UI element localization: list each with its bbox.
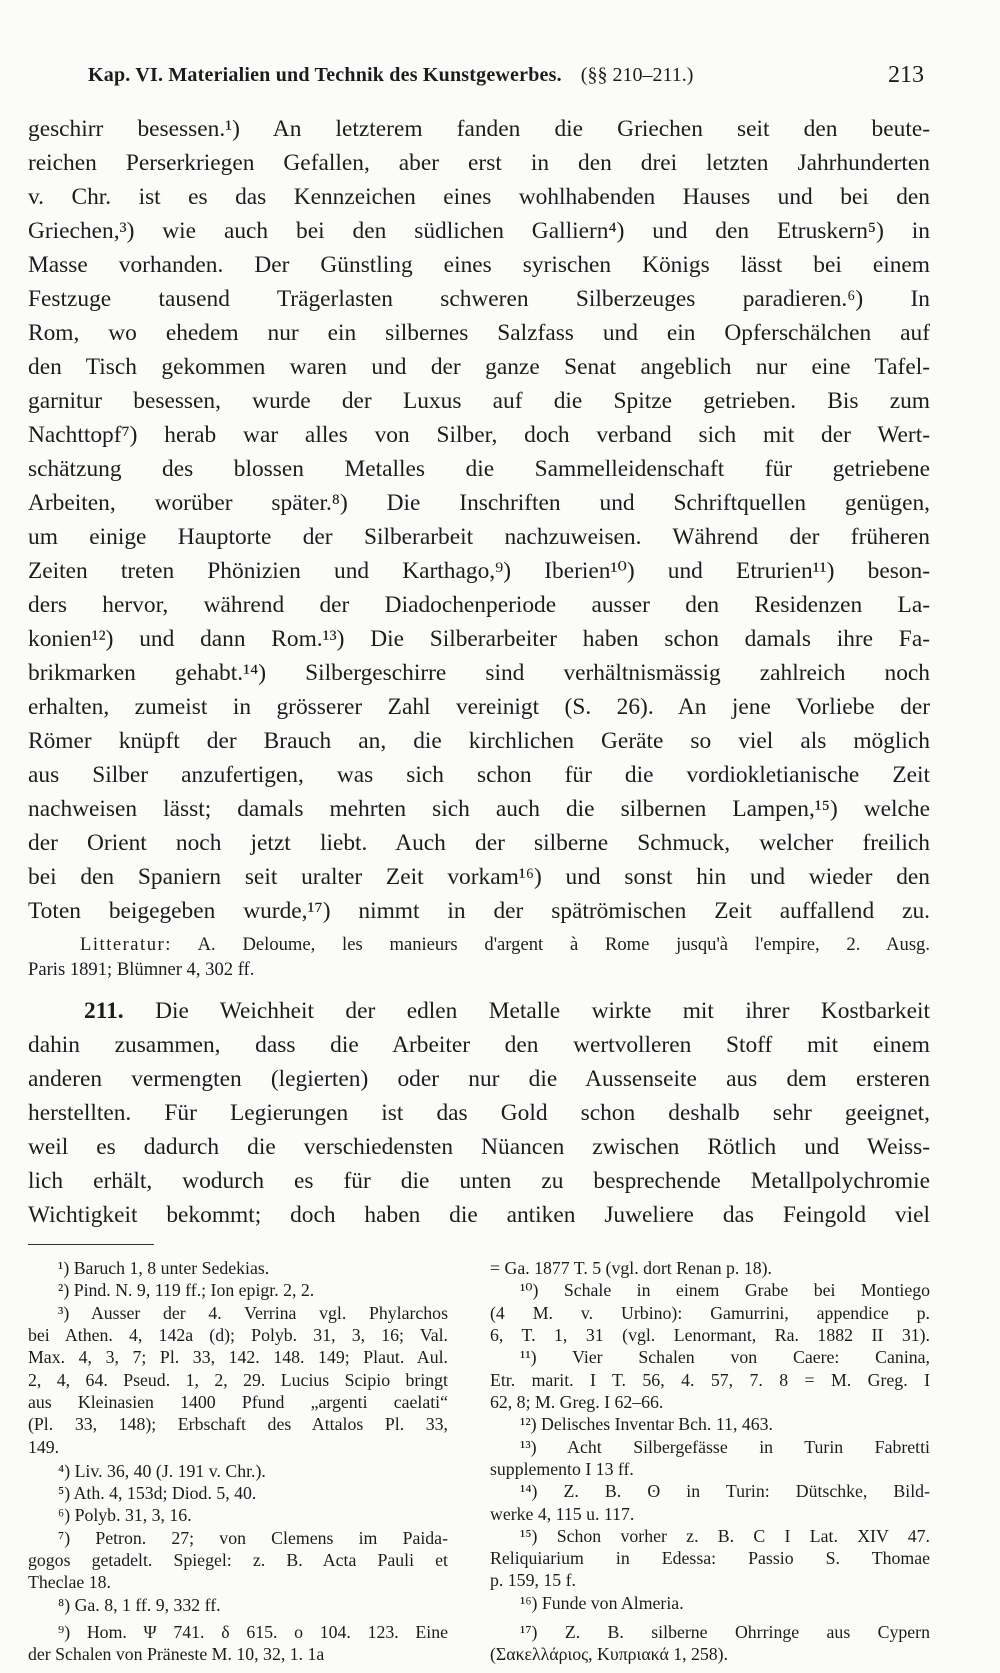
text-line: Rom, wo ehedem nur ein silbernes Salzfass und ein Opferschälchen auf	[28, 320, 930, 346]
footnote: ²) Pind. N. 9, 119 ff.; Ion epigr. 2, 2.	[58, 1280, 315, 1301]
footnote: ⁷) Petron. 27; von Clemens im Paida-	[58, 1527, 448, 1548]
footnote-line: 6, T. 1, 31 (vgl. Lenormant, Ra. 1882 II 31).	[490, 1324, 930, 1345]
footnote: ⁵) Ath. 4, 153d; Diod. 5, 40.	[58, 1483, 257, 1504]
footnote: ³) Ausser der 4. Verrina vgl. Phylarchos	[58, 1302, 448, 1323]
text-line: Griechen,³) wie auch bei den südlichen Galliern⁴) und den Etruskern⁵) in	[28, 218, 930, 244]
footnote-line: (Σακελλάριος, Κυπριακά 1, 258).	[490, 1644, 729, 1664]
footnote-line: 149.	[28, 1436, 60, 1457]
text-line: Nachttopf⁷) herab war alles von Silber, doch verband sich mit der Wert-	[28, 422, 930, 448]
text-line: Arbeiten, worüber später.⁸) Die Inschriften und Schriftquellen genügen,	[28, 490, 930, 516]
footnote-line: 62, 8; M. Greg. I 62–66.	[490, 1391, 664, 1412]
footnote: ¹⁰) Schale in einem Grabe bei Montiego	[520, 1280, 930, 1301]
text-line: Die Weichheit der edlen Metalle wirkte mit ihrer Kostbarkeit	[155, 998, 930, 1024]
literature-label: Litteratur:	[80, 934, 172, 955]
footnote-line: aus Kleinasien 1400 Pfund „argenti caelati“	[28, 1391, 448, 1412]
footnote: ¹²) Delisches Inventar Bch. 11, 463.	[520, 1414, 773, 1435]
footnote-line: supplemento I 13 ff.	[490, 1458, 634, 1479]
footnote: ¹⁷) Z. B. silberne Ohrringe aus Cypern	[520, 1622, 930, 1642]
footnote: ⁹) Hom. Ψ 741. δ 615. ο 104. 123. Eine	[58, 1622, 448, 1642]
text-line: lich erhält, wodurch es für die unten zu besprechende Metallpolychromie	[28, 1168, 930, 1194]
text-line: Römer knüpft der Brauch an, die kirchlichen Geräte so viel als möglich	[28, 728, 930, 754]
footnote-line: = Ga. 1877 T. 5 (vgl. dort Renan p. 18).	[490, 1258, 772, 1278]
footnote-line: bei Athen. 4, 142a (d); Polyb. 31, 3, 16; Val.	[28, 1324, 448, 1345]
footnote-line: gogos getadelt. Spiegel: z. B. Acta Pauli et	[28, 1550, 448, 1571]
page-number: 213	[888, 62, 924, 88]
running-head	[88, 58, 928, 92]
footnote: ⁸) Ga. 8, 1 ff. 9, 332 ff.	[58, 1594, 221, 1615]
footnote-line: (4 M. v. Urbino): Gamurrini, appendice p.	[490, 1302, 930, 1323]
footnote-line: der Schalen von Präneste M. 10, 32, 1. 1a	[28, 1644, 325, 1664]
footnote: ¹⁵) Schon vorher z. B. C I Lat. XIV 47.	[520, 1525, 930, 1546]
footnote-line: Etr. marit. I T. 56, 4. 57, 7. 8 = M. Greg. I	[490, 1369, 930, 1390]
footnote: ¹¹) Vier Schalen von Caere: Canina,	[520, 1347, 930, 1368]
footnote: ⁶) Polyb. 31, 3, 16.	[58, 1505, 192, 1526]
footnote-line: p. 159, 15 f.	[490, 1570, 576, 1591]
text-line: nachweisen lässt; damals mehrten sich auch die silbernen Lampen,¹⁵) welche	[28, 796, 930, 822]
footnote-rule	[28, 1244, 154, 1245]
text-line: Wichtigkeit bekommt; doch haben die antiken Juweliere das Feingold viel	[28, 1202, 930, 1228]
text-line: reichen Perserkriegen Gefallen, aber erst in den drei letzten Jahrhunderten	[28, 150, 930, 176]
text-line: dahin zusammen, dass die Arbeiter den wertvolleren Stoff mit einem	[28, 1032, 930, 1058]
literature-line: Paris 1891; Blümner 4, 302 ff.	[28, 959, 255, 980]
literature-line: A. Deloume, les manieurs d'argent à Rome jusqu'à l'empire, 2. Ausg.	[197, 934, 930, 955]
text-line: konien¹²) und dann Rom.¹³) Die Silberarbeiter haben schon damals ihre Fa-	[28, 626, 930, 652]
text-line: v. Chr. ist es das Kennzeichen eines wohlhabenden Hauses und bei den	[28, 184, 930, 210]
section-range: (§§ 210–211.)	[580, 64, 694, 86]
footnote: ¹⁶) Funde von Almeria.	[520, 1592, 684, 1613]
text-line: anderen vermengten (legierten) oder nur die Aussenseite aus dem ersteren	[28, 1066, 930, 1092]
footnote-line: (Pl. 33, 148); Erbschaft des Attalos Pl. 33,	[28, 1414, 448, 1435]
text-line: ders hervor, während der Diadochenperiode ausser den Residenzen La-	[28, 592, 930, 618]
footnote-line: Max. 4, 3, 7; Pl. 33, 142. 148. 149; Plaut. Aul.	[28, 1347, 448, 1368]
text-line: Zeiten treten Phönizien und Karthago,⁹) Iberien¹⁰) und Etrurien¹¹) beson-	[28, 558, 930, 584]
text-line: erhalten, zumeist in grösserer Zahl vereinigt (S. 26). An jene Vorliebe der	[28, 694, 930, 720]
text-line: Masse vorhanden. Der Günstling eines syrischen Königs lässt bei einem	[28, 252, 930, 278]
footnote-line: Theclae 18.	[28, 1572, 111, 1593]
text-line: schätzung des blossen Metalles die Sammelleidenschaft für getriebene	[28, 456, 930, 482]
text-line: den Tisch gekommen waren und der ganze Senat angeblich nur eine Tafel-	[28, 354, 930, 380]
text-line: um einige Hauptorte der Silberarbeit nachzuweisen. Während der früheren	[28, 524, 930, 550]
text-line: aus Silber anzufertigen, was sich schon für die vordiokletianische Zeit	[28, 762, 930, 788]
chapter-title: Kap. VI. Materialien und Technik des Kunstgewerbes.	[88, 64, 562, 86]
footnote: ⁴) Liv. 36, 40 (J. 191 v. Chr.).	[58, 1460, 266, 1481]
footnote: ¹) Baruch 1, 8 unter Sedekias.	[58, 1258, 270, 1278]
footnote: ¹³) Acht Silbergefässe in Turin Fabretti	[520, 1436, 930, 1457]
footnote-line: 2, 4, 64. Pseud. 1, 2, 29. Lucius Scipio bringt	[28, 1369, 448, 1390]
footnote: ¹⁴) Z. B. ʘ in Turin: Dütschke, Bild-	[520, 1481, 930, 1502]
text-line: weil es dadurch die verschiedensten Nüancen zwischen Rötlich und Weiss-	[28, 1134, 930, 1160]
footnote-line: Reliquiarium in Edessa: Passio S. Thomae	[490, 1548, 930, 1569]
text-line: Festzuge tausend Trägerlasten schweren Silberzeuges paradieren.⁶) In	[28, 286, 930, 312]
text-line: Toten beigegeben wurde,¹⁷) nimmt in der spätrömischen Zeit auffallend zu.	[28, 898, 930, 924]
section-number: 211.	[84, 998, 124, 1024]
text-line: geschirr besessen.¹) An letzterem fanden die Griechen seit den beute-	[28, 116, 930, 142]
text-line: der Orient noch jetzt liebt. Auch der silberne Schmuck, welcher freilich	[28, 830, 930, 856]
text-line: brikmarken gehabt.¹⁴) Silbergeschirre sind verhältnismässig zahlreich noch	[28, 660, 930, 686]
footnote-line: werke 4, 115 u. 117.	[490, 1503, 635, 1524]
text-line: herstellten. Für Legierungen ist das Gold schon deshalb sehr geeignet,	[28, 1100, 930, 1126]
text-line: garnitur besessen, wurde der Luxus auf die Spitze getrieben. Bis zum	[28, 388, 930, 414]
text-line: bei den Spaniern seit uralter Zeit vorkam¹⁶) und sonst hin und wieder den	[28, 864, 930, 890]
